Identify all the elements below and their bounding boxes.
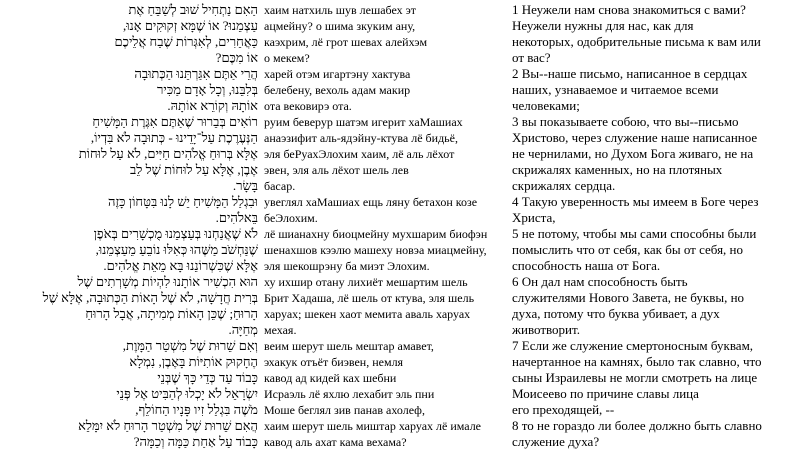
transliteration-verse [262,194,504,226]
verse-line: хаим натхиль шув лешабех эт [264,3,417,17]
verse-line: человеками; [512,98,580,113]
verse-line: лё шианахну биоцмейну мухшарим биофэн [264,227,488,241]
hebrew-verse [0,194,258,226]
verse-line: כַּאֲחֵרִים, לְאִגְּרוֹת שֶׁבַח אֲלֵיכֶם [114,34,258,49]
russian-verse [510,338,800,418]
verse-line: Неужели нужны для нас, как для [512,18,694,33]
verse-line: Исраэль лё яхлю лехабит эль пни [264,387,435,401]
verse-line: אוֹתָהּ וְקוֹרֵא אוֹתָהּ. [167,98,258,113]
verse-line: 8 то не гораздо ли более должно быть славно [512,418,762,433]
verse-line: руим беверур шатэм игерит хаМашиах [264,115,463,129]
verse-line: 4 Такую уверенность мы имеем в Боге через [512,194,759,209]
verse-line: 5 не потому, чтобы мы сами способны были [512,226,757,241]
verse-line: 1 Неужели нам снова знакомиться с вами? [512,2,746,17]
verse-line: кавод аль ахат кама вехама? [264,435,407,449]
verse-line: шенахшов кээлю машеху новэа миацмейну, [264,243,487,257]
verse-line: וּבִגְלַל הַמָּשִׁיחַ יֵשׁ לָנוּ בִּטָּחוֹן כָּזֶה [108,194,258,209]
verse-line: эля шекошрэну ба миэт Элохим. [264,259,430,273]
verse-line: 7 Если же служение смертоносным буквам, [512,338,754,353]
verse-line: Моше беглял зив панав ахолеф, [264,403,425,417]
verse-line: о мекем? [264,51,310,65]
verse-line: 2 Вы--наше письмо, написанное в сердцах [512,66,748,81]
verse-line: לֹא שֶׁאֲנַחְנוּ בְּעַצְמֵנוּ מֻכְשָׁרִים בְּאֹפֶן [93,226,258,241]
verse-line: белебену, вехоль адам макир [264,83,411,97]
verse-line: יִשְׂרָאֵל לֹא יָכְלוּ לְהַבִּיט אֶל פְּנֵי [116,386,258,401]
transliteration-verse [262,66,504,114]
verse-line: אוֹ מִכֶּם? [215,50,258,65]
verse-line: רוֹאִים בְּבֵרוּר שֶׁאַתֶּם אִגֶּרֶת הַמָּשִׁיחַ [92,114,258,129]
verse-line: духа, потому что буква убивает, а дух [512,306,720,321]
verse-line: עַצְמֵנוּ? אוֹ שֶׁמָּא זְקוּקִים אָנוּ, [122,18,258,33]
verse-line: הֲאִם שֵׁרוּת שֶׁל מִשְׁטַר הָרוּחַ לֹא יִמָּלֵא [78,418,258,433]
verse-line: некоторых, одобрительные письма к вам или [512,34,761,49]
verse-line: בֵּאלֹהִים. [215,210,258,225]
russian-verse [510,274,800,338]
verse-line: כָּבוֹד עַד כְּדֵי כָּךְ שֶׁבְּנֵי [157,370,258,385]
hebrew-verse [0,418,258,450]
hebrew-verse [0,274,258,338]
russian-verse [510,194,800,226]
verse-line: анаэзифит аль-ядэйну-ктува лё бидьё, [264,131,458,145]
verse-line: беЭлохим. [264,211,318,225]
hebrew-verse [0,66,258,114]
transliteration-verse [262,274,504,338]
hebrew-verse [0,2,258,66]
verse-line: эля беРуахЭлохим хаим, лё аль лёхот [264,147,455,161]
verse-line: увеглял хаМашиах ещь ляну бетахон козе [264,195,478,209]
verse-line: служение духа? [512,434,600,449]
verse-line: мехая. [264,323,297,337]
verse-line: הַאִם נַתְחִיל שׁוּב לְשַׁבֵּחַ אֶת [128,2,258,17]
verse-line: הֲרֵי אַתֶּם אִגַּרְתֵּנוּ הַכְּתוּבָה [134,66,258,81]
verse-line: בְּרִית חֲדָשָׁה, לֹא שֶׁל הָאוֹת הַכְּתוּבָה, אֶלָּא שֶׁל [42,290,258,305]
verse-line: אֶלָּא שֶׁכִּשְׁרוֹנֵנוּ בָּא מֵאֵת אֱלֹהִים. [103,258,258,273]
verse-line: начертанное на камнях, было так славно, что [512,354,762,369]
verse-line: Христово, через служение наше написанное [512,130,758,145]
verse-line: хаим шерут шель миштар харуах лё имале [264,419,482,433]
verse-line: מֹשֶׁה בִּגְלַל זִיו פָּנָיו הַחוֹלֵף, [135,402,258,417]
verse-line: מְחַיָּה. [228,322,258,337]
verse-line: Христа, [512,210,556,225]
transliteration-verse [262,338,504,418]
verse-line: הָרוּחַ; שֶׁכֵּן הָאוֹת מְמִיתָה, אֲבָל הָרוּחַ [85,306,258,321]
verse-line: кавод ад кидей ках шебни [264,371,397,385]
verse-line: Моисеево по причине славы лица [512,386,699,401]
hebrew-verse [0,226,258,274]
verse-line: сыны Израилевы не могли смотреть на лице [512,370,758,385]
verse-line: веим шерут шель мештар амавет, [264,339,434,353]
verse-line: הוּא הִכְשִׁיר אוֹתָנוּ לִהְיוֹת מְשָׁרְתִים שֶׁל [77,274,258,289]
verse-line: ацмейну? о шима зкуким ану, [264,19,416,33]
verse-line: от вас? [512,50,551,65]
verse-line: שֶׁנַּחְשֹׁב מַשֶּׁהוּ כְּאִלּוּ נוֹבֵעַ מֵעַצְמֵנוּ, [95,242,258,257]
verse-line: скрижалях каменных, но на плотяных [512,162,723,177]
russian-verse [510,66,800,114]
verse-line: не чернилами, но Духом Бога живаго, не на [512,146,754,161]
verse-line: помыслить что от себя, как бы от себя, но [512,242,744,257]
hebrew-verse [0,114,258,194]
verse-line: его преходящей, -- [512,402,615,417]
verse-line: басар. [264,179,296,193]
verse-line: Брит Хадаша, лё шель от ктува, эля шель [264,291,475,305]
verse-line: ху ихшир отану лихиёт мешартим шель [264,275,468,289]
verse-line: животворит. [512,322,580,337]
verse-line: способность наша от Бога. [512,258,661,273]
verse-line: скрижалях сердца. [512,178,616,193]
verse-line: ота вековирэ ота. [264,99,352,113]
transliteration-verse [262,226,504,274]
russian-verse [510,418,800,450]
transliteration-verse [262,2,504,66]
verse-line: וְאִם שֵׁרוּת שֶׁל מִשְׁטַר הַמָּוֶת, [122,338,258,353]
verse-line: служителями Нового Завета, не буквы, но [512,290,745,305]
verse-line: каэхрим, лё грот шевах алейхэм [264,35,428,49]
verse-line: בָּשָׂר. [232,178,258,193]
verse-line: наших, узнаваемое и читаемое всеми [512,82,719,97]
transliteration-verse [262,114,504,194]
verse-line: הֶחָקוּק אוֹתִיּוֹת בָּאֶבֶן, נִמְלָא [129,354,258,369]
transliteration-verse [262,418,504,450]
russian-verse [510,2,800,66]
verse-line: эхакук отъёт биэвен, немля [264,355,404,369]
verse-line: 3 вы показываете собою, что вы--письмо [512,114,739,129]
russian-verse [510,114,800,194]
verse-line: эвен, эля аль лёхот шель лев [264,163,409,177]
verse-line: харей отэм игартэну хактува [264,67,411,81]
verse-line: אֶלָּא בְּרוּחַ אֱלֹהִים חַיִּים, לֹא עַל לוּחוֹת [78,146,258,161]
verse-line: הַנְּעֶרֶכֶת עַל־יָדֵינוּ - כְּתוּבָה לֹא בִּדְיוֹ, [90,130,258,145]
hebrew-verse [0,338,258,418]
verse-line: אֶבֶן, אֶלָּא עַל לוּחוֹת שֶׁל לֵב [130,162,258,177]
verse-line: כָּבוֹד עַל אַחַת כַּמָּה וְכַמָּה? [133,434,258,449]
russian-verse [510,226,800,274]
verse-line: 6 Он дал нам способность быть [512,274,688,289]
verse-line: харуах; шекен хаот мемита аваль харуах [264,307,471,321]
verse-line: בְּלִבֵּנוּ, וְכָל אָדָם מַכִּיר [157,82,258,97]
